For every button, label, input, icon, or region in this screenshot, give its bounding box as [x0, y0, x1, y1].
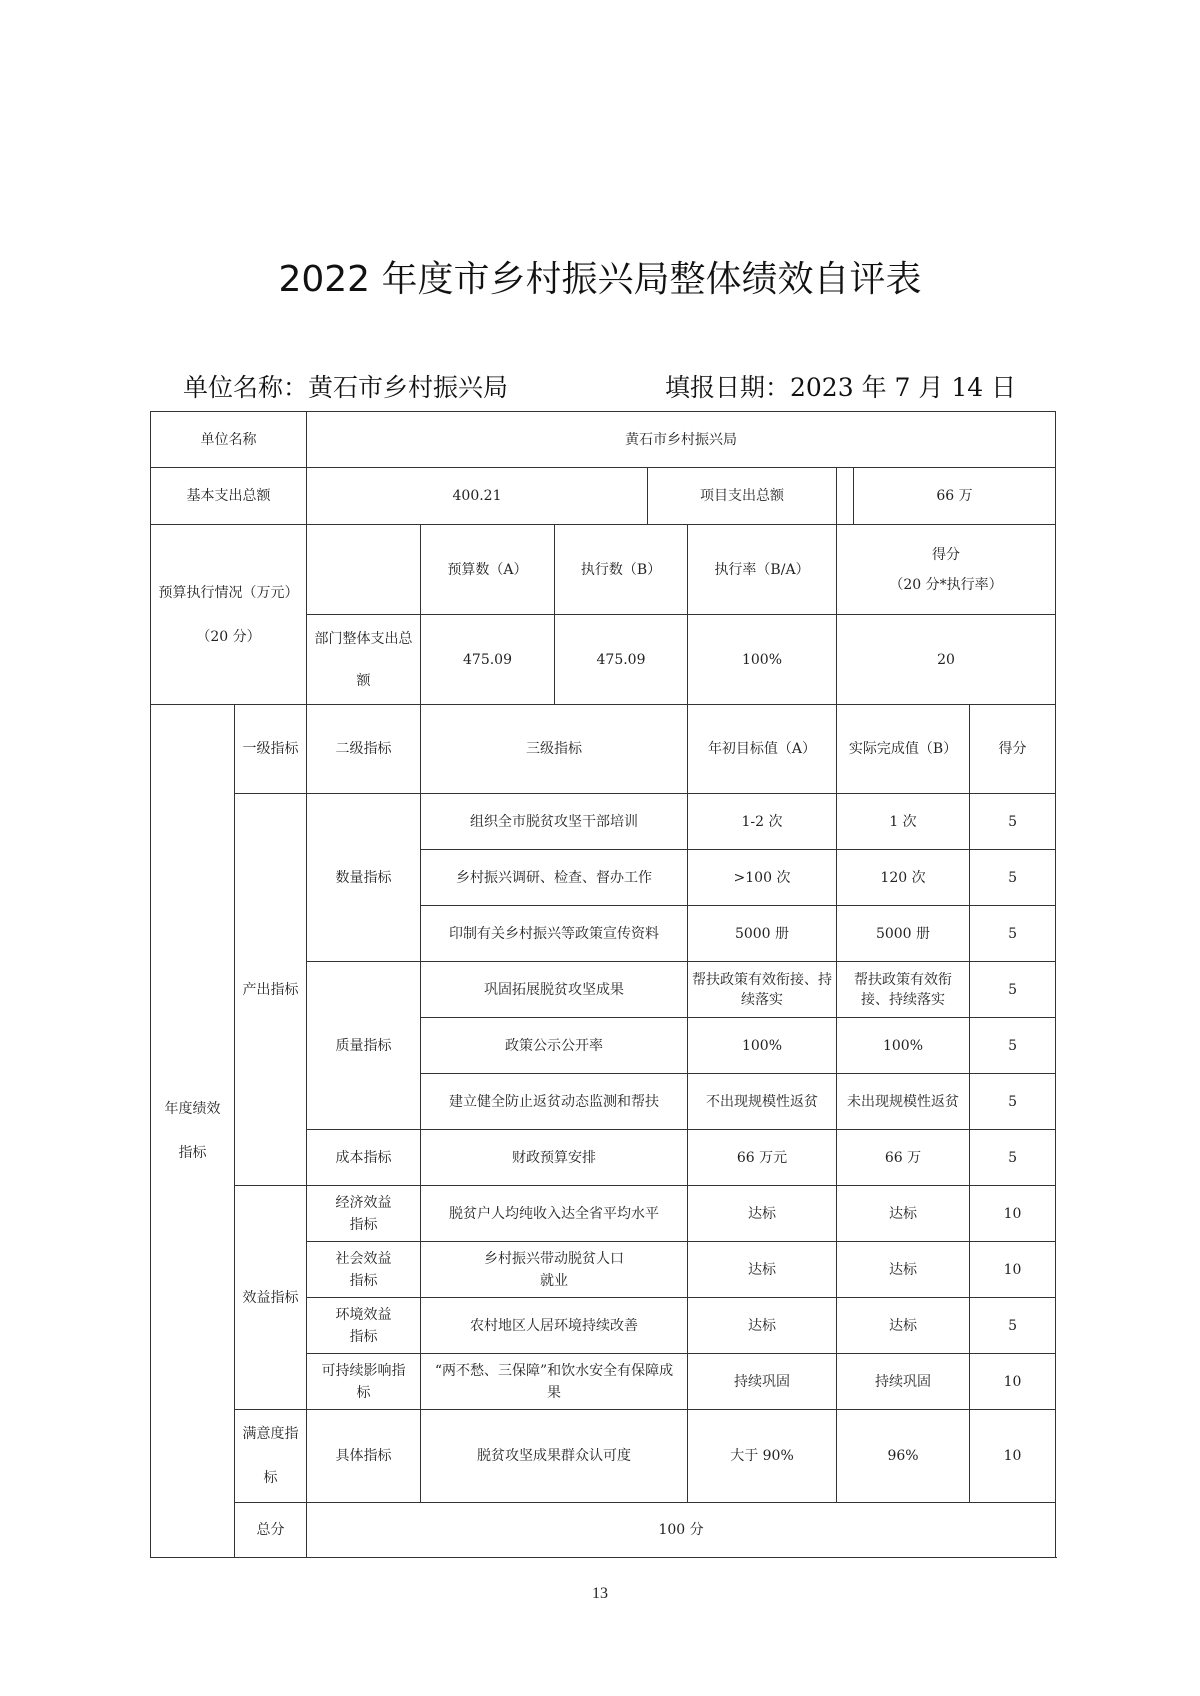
budget-values-cell	[421, 615, 688, 705]
indicator-actual: 5000 册	[837, 906, 970, 962]
quality-label: 质量指标	[307, 962, 421, 1130]
indicator-actual: 未出现规模性返贫	[837, 1074, 970, 1130]
indicator-name: 脱贫攻坚成果群众认可度	[421, 1410, 688, 1503]
indicator-actual: 达标	[837, 1242, 970, 1298]
quantity-label: 数量指标	[307, 794, 421, 962]
economic-label: 经济效益指标	[307, 1186, 421, 1242]
unit-name-line: 单位名称：黄石市乡村振兴局	[183, 373, 509, 402]
indicator-name: 乡村振兴带动脱贫人口就业	[421, 1242, 688, 1298]
col-score	[837, 525, 1056, 615]
indicator-target: >100 次	[688, 850, 837, 906]
basic-expense-value-cell	[307, 468, 837, 525]
col-exec: 执行数（B）	[554, 525, 687, 614]
indicator-name: 农村地区人居环境持续改善	[421, 1298, 688, 1354]
col-budget: 预算数（A）	[447, 561, 528, 578]
header-actual: 实际完成值（B）	[837, 705, 970, 794]
indicator-name: 巩固拓展脱贫攻坚成果	[421, 962, 688, 1018]
budget-header-cell	[421, 525, 688, 615]
indicator-target: 达标	[688, 1298, 837, 1354]
header-level2: 二级指标	[307, 705, 421, 794]
environment-label: 环境效益指标	[307, 1298, 421, 1354]
report-date-line: 填报日期：2023 年 7 月 14 日	[665, 373, 1017, 402]
table-row	[151, 412, 1056, 468]
indicators-group-label: 年度绩效指标	[151, 705, 235, 1558]
empty-cell	[307, 525, 421, 615]
indicator-score: 10	[970, 1242, 1056, 1298]
unit-name-label: 单位名称	[151, 412, 307, 468]
satisfaction-label: 满意度指标	[235, 1410, 307, 1503]
indicator-actual: 1 次	[837, 794, 970, 850]
indicator-score: 5	[970, 1018, 1056, 1074]
indicator-actual: 96%	[837, 1410, 970, 1503]
social-label: 社会效益指标	[307, 1242, 421, 1298]
indicator-target: 帮扶政策有效衔接、持续落实	[688, 962, 837, 1018]
indicator-name: “两不愁、三保障”和饮水安全有保障成果	[421, 1354, 688, 1410]
col-score-line2: （20 分*执行率）	[889, 576, 1003, 593]
indicator-score: 10	[970, 1186, 1056, 1242]
table-row	[151, 1186, 1056, 1242]
score-value: 20	[837, 615, 1056, 705]
page-title: 2022 年度市乡村振兴局整体绩效自评表	[278, 259, 922, 300]
benefit-label: 效益指标	[235, 1186, 307, 1410]
indicator-target: 100%	[688, 1018, 837, 1074]
budget-label: 预算执行情况（万元）（20 分）	[151, 525, 307, 705]
indicator-name: 政策公示公开率	[421, 1018, 688, 1074]
indicator-name: 财政预算安排	[421, 1130, 688, 1186]
indicator-score: 5	[970, 794, 1056, 850]
header-score: 得分	[970, 705, 1056, 794]
unit-name-value: 黄石市乡村振兴局	[307, 412, 1056, 468]
indicator-actual: 66 万	[837, 1130, 970, 1186]
cost-label: 成本指标	[307, 1130, 421, 1186]
table-row	[151, 705, 1056, 794]
evaluation-table	[150, 411, 1056, 1558]
indicator-actual: 达标	[837, 1298, 970, 1354]
indicator-actual: 达标	[837, 1186, 970, 1242]
indicator-actual: 持续巩固	[837, 1354, 970, 1410]
indicator-name: 印制有关乡村振兴等政策宣传资料	[421, 906, 688, 962]
total-label: 总分	[235, 1503, 307, 1558]
project-expense-label: 项目支出总额	[647, 468, 836, 524]
col-score-line1: 得分	[932, 546, 961, 563]
rate-value: 100%	[688, 615, 837, 705]
table-row	[151, 1410, 1056, 1503]
table-row	[151, 794, 1056, 850]
table-row	[151, 1503, 1056, 1558]
indicator-score: 10	[970, 1354, 1056, 1410]
indicator-target: 达标	[688, 1186, 837, 1242]
indicator-score: 5	[970, 850, 1056, 906]
project-expense-value: 66 万	[853, 468, 1055, 524]
table-row	[151, 525, 1056, 615]
indicator-actual: 120 次	[837, 850, 970, 906]
indicator-target: 66 万元	[688, 1130, 837, 1186]
indicator-target: 持续巩固	[688, 1354, 837, 1410]
header-level1: 一级指标	[235, 705, 307, 794]
indicator-actual: 帮扶政策有效衔接、持续落实	[837, 962, 970, 1018]
indicator-score: 5	[970, 1298, 1056, 1354]
total-value: 100 分	[307, 1503, 1056, 1558]
basic-expense-value: 400.21	[452, 488, 502, 504]
indicator-target: 不出现规模性返贫	[688, 1074, 837, 1130]
project-expense-value-cell	[837, 468, 1056, 525]
indicator-actual: 100%	[837, 1018, 970, 1074]
exec-value: 475.09	[554, 615, 687, 704]
indicator-score: 10	[970, 1410, 1056, 1503]
header-level3: 三级指标	[421, 705, 688, 794]
indicator-target: 大于 90%	[688, 1410, 837, 1503]
header-target: 年初目标值（A）	[688, 705, 837, 794]
indicator-name: 脱贫户人均纯收入达全省平均水平	[421, 1186, 688, 1242]
sustain-label: 可持续影响指标	[307, 1354, 421, 1410]
basic-expense-label: 基本支出总额	[151, 468, 307, 525]
indicator-score: 5	[970, 1074, 1056, 1130]
header-info-line	[0, 368, 1200, 408]
indicator-target: 达标	[688, 1242, 837, 1298]
indicator-score: 5	[970, 906, 1056, 962]
page-number: 13	[592, 1585, 608, 1602]
table-row	[151, 468, 1056, 525]
indicator-target: 5000 册	[688, 906, 837, 962]
specific-label: 具体指标	[307, 1410, 421, 1503]
indicator-name: 乡村振兴调研、检查、督办工作	[421, 850, 688, 906]
indicator-score: 5	[970, 962, 1056, 1018]
indicator-name: 建立健全防止返贫动态监测和帮扶	[421, 1074, 688, 1130]
dept-total-label: 部门整体支出总额	[307, 615, 421, 705]
indicator-target: 1-2 次	[688, 794, 837, 850]
col-rate: 执行率（B/A）	[688, 525, 837, 615]
indicator-score: 5	[970, 1130, 1056, 1186]
budget-value: 475.09	[463, 651, 512, 668]
output-label: 产出指标	[235, 794, 307, 1186]
indicator-name: 组织全市脱贫攻坚干部培训	[421, 794, 688, 850]
